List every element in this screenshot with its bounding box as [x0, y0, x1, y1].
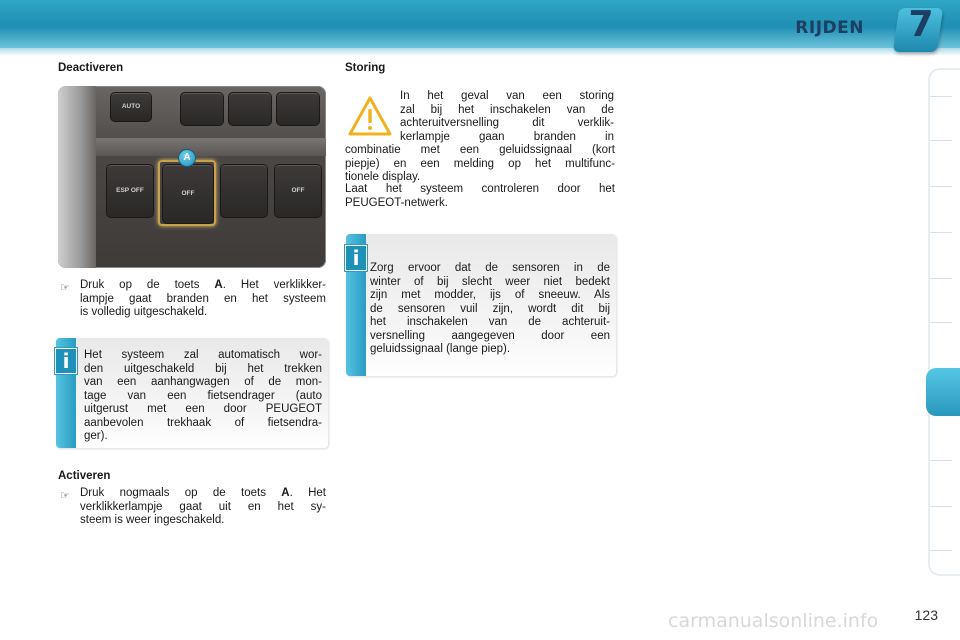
chapter-tab-active[interactable]: [926, 368, 960, 416]
instruction-line: lampje gaat branden en het systeem: [80, 292, 326, 305]
key-reference: A: [214, 279, 223, 291]
chapter-tab-divider: [930, 506, 952, 507]
fault-text-indented: [400, 90, 614, 144]
fault-line: piepje) en een melding op het multifunc-: [345, 157, 615, 170]
highlighted-key-frame: [158, 160, 216, 226]
chapter-title: RIJDEN: [795, 18, 864, 38]
fault-line: In het geval van een storing: [400, 90, 614, 102]
chapter-tab-divider: [930, 322, 952, 323]
instruction-text: Druk op de toets: [80, 279, 215, 291]
hand-pointer-icon: ☞: [60, 490, 70, 502]
info-line: winter of bij slecht weer niet bedekt: [370, 275, 610, 288]
info-line: versnelling aangegeven door een: [370, 329, 610, 342]
chapter-tab-divider: [930, 460, 952, 461]
activate-instruction: [80, 487, 326, 528]
info-line: geluidssignaal (lange piep).: [370, 343, 511, 355]
key-reference: A: [281, 487, 290, 499]
deactivate-instruction: [80, 279, 326, 320]
deactivate-heading: Deactiveren: [58, 62, 124, 74]
fault-text-full: [345, 144, 615, 185]
panel-key-parking-sensor: OFF: [162, 164, 214, 224]
info-line: van een aanhangwagen of de mon-: [84, 376, 322, 388]
watermark: carmanualsonline.info: [668, 610, 879, 632]
header-fade: [0, 48, 960, 56]
panel-key-rear-defrost: [180, 92, 224, 126]
info-line: den uitgeschakeld bij het trekken: [84, 362, 322, 375]
activate-heading: Activeren: [58, 470, 111, 482]
check-line: Laat het systeem controleren door het: [345, 183, 615, 195]
info-line: Zorg ervoor dat de sensoren in de: [370, 262, 610, 274]
key-marker-a: A: [179, 150, 195, 166]
info-line: zijn met modder, ijs of sneeuw. Als: [370, 289, 610, 301]
instruction-text: . Het: [289, 487, 326, 499]
instruction-text: Druk nogmaals op de toets: [80, 487, 282, 499]
panel-key-lock: [220, 164, 268, 218]
chapter-tab-divider: [930, 550, 952, 551]
check-line: PEUGEOT-netwerk.: [345, 196, 448, 209]
panel-key-alarm-off: OFF: [274, 164, 322, 218]
info-text-sensors-clean: [370, 262, 610, 357]
fault-line: combinatie met een geluidssignaal (kort: [345, 144, 615, 156]
info-icon: i: [55, 348, 77, 374]
fault-heading: Storing: [345, 62, 386, 74]
instruction-line: steem is weer ingeschakeld.: [80, 514, 225, 526]
chapter-tab-divider: [930, 232, 952, 233]
info-line: uitgerust met een door PEUGEOT: [84, 403, 322, 415]
chapter-tab-divider: [930, 96, 952, 97]
info-line: ger).: [84, 430, 108, 442]
fault-line: achteruitversnelling dit verklik-: [400, 117, 614, 129]
info-icon: i: [345, 245, 367, 271]
panel-strip: [96, 138, 326, 156]
chapter-tab-divider: [930, 140, 952, 141]
chapter-tab-divider: [930, 186, 952, 187]
info-text-auto-disable: [84, 349, 322, 444]
warning-triangle-icon: [348, 96, 392, 136]
chapter-number: 7: [908, 4, 934, 45]
instruction-text: . Het verklikker-: [222, 279, 327, 291]
check-network-text: [345, 183, 615, 210]
fault-line: zal bij het inschakelen van de: [400, 103, 614, 116]
page-number: 123: [914, 607, 938, 623]
button-panel-photo: [58, 86, 326, 268]
chapter-tab-divider: [930, 278, 952, 279]
info-line: Het systeem zal automatisch wor-: [84, 349, 322, 361]
info-line: de sensoren vuil zijn, wordt dit bij: [370, 302, 610, 315]
fault-line: tionele display.: [345, 171, 421, 183]
panel-key-esp-off: ESP OFF: [106, 164, 154, 218]
info-line: het inschakelen van de achteruit-: [370, 316, 610, 328]
panel-key-auto: AUTO: [110, 92, 152, 122]
info-line: tage van een fietsendrager (auto: [84, 389, 322, 402]
hand-pointer-icon: ☞: [60, 282, 70, 294]
info-line: aanbevolen trekhaak of fietsendra-: [84, 416, 322, 429]
instruction-line: verklikkerlampje gaat uit en het sy-: [80, 500, 326, 513]
photo-bezel: [58, 86, 96, 268]
panel-key-recirculation: [276, 92, 320, 126]
panel-key-air-flow: [228, 92, 272, 126]
fault-line: kerlampje gaan branden in: [400, 130, 614, 143]
instruction-line: is volledig uitgeschakeld.: [80, 306, 208, 318]
